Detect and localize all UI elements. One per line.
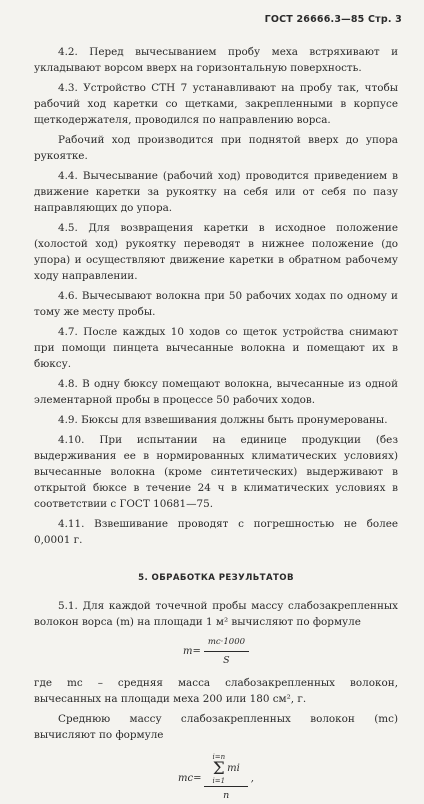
formula-m-denominator: S xyxy=(223,655,230,666)
paragraph-5-1: 5.1. Для каждой точечной пробы массу слабозакрепленных волокон ворса (m) на площади 1 м² вычисляют по формуле xyxy=(34,600,398,628)
sigma-icon: Σ xyxy=(212,759,225,779)
paragraph-where: где mc – средняя масса слабозакрепленных волокон, вычесанных на площади меха 200 или 180 см², г. xyxy=(34,677,398,705)
formula-mc xyxy=(34,753,398,804)
paragraph-4-7: 4.7. После каждых 10 ходов со щеток устройства снимают при помощи пинцета вычесанные волокна и помещают их в бюксу. xyxy=(34,326,398,370)
paragraph-4-11: 4.11. Взвешивание проводят с погрешностью не более 0,0001 г. xyxy=(34,518,398,546)
formula-mc-denominator: n xyxy=(223,790,230,801)
formula-m xyxy=(34,634,398,669)
section-title: 5. ОБРАБОТКА РЕЗУЛЬТАТОВ xyxy=(138,573,294,583)
sum-term: mi xyxy=(227,763,240,774)
paragraph-4-6: 4.6. Вычесывают волокна при 50 рабочих ходах по одному и тому же месту пробы. xyxy=(34,290,398,318)
paragraph-4-3: 4.3. Устройство СТН 7 устанавливают на пробу так, чтобы рабочий ход каретки со щетками, закрепленными в корпусе щеткодержателя, проводился по направлению ворса. xyxy=(34,82,398,126)
paragraph-4-5: 4.5. Для возвращения каретки в исходное положение (холостой ход) рукоятку переводят в нижнее положение (до упора) и осуществляют движение каретки в обратном рабочему ходу направлении. xyxy=(34,222,398,282)
page-header: ГОСТ 26666.3—85 Стр. 3 xyxy=(264,14,402,25)
sum-upper-limit: i=n xyxy=(212,753,226,761)
formula-mc-tail: , xyxy=(250,772,254,784)
paragraph-4-4: 4.4. Вычесывание (рабочий ход) проводится приведением в движение каретки за рукоятку на себя или от себя по пазу направляющих до упора. xyxy=(34,170,398,214)
paragraph-working-stroke: Рабочий ход производится при поднятой вверх до упора рукоятке. xyxy=(34,134,398,162)
document-body xyxy=(34,44,398,804)
formula-mc-lhs: mc= xyxy=(178,772,202,784)
formula-m-fraction xyxy=(204,634,249,669)
formula-mc-fraction xyxy=(204,753,247,804)
sum-block xyxy=(212,753,225,785)
paragraph-4-8: 4.8. В одну бюксу помещают волокна, вычесанные из одной элементарной пробы в процессе 50 рабочих ходов. xyxy=(34,378,398,406)
paragraph-mean-mass: Среднюю массу слабозакрепленных волокон (mc) вычисляют по формуле xyxy=(34,713,398,741)
paragraph-4-9: 4.9. Бюксы для взвешивания должны быть пронумерованы. xyxy=(58,414,388,426)
sum-lower-limit: i=1 xyxy=(212,777,226,785)
paragraph-4-10: 4.10. При испытании на единице продукции (без выдерживания ее в нормированных климатических условиях) вычесанные волокна (кроме синтетических) выдерживают в открытой бюксе в течение 24 ч в климатических условиях в соответствии с ГОСТ 10681—75. xyxy=(34,434,398,510)
formula-m-numerator: mc·1000 xyxy=(204,634,249,652)
formula-mc-numerator xyxy=(204,753,247,787)
formula-m-lhs: m= xyxy=(182,645,201,657)
paragraph-4-2: 4.2. Перед вычесыванием пробу меха встряхивают и укладывают ворсом вверх на горизонтальную поверхность. xyxy=(34,46,398,74)
